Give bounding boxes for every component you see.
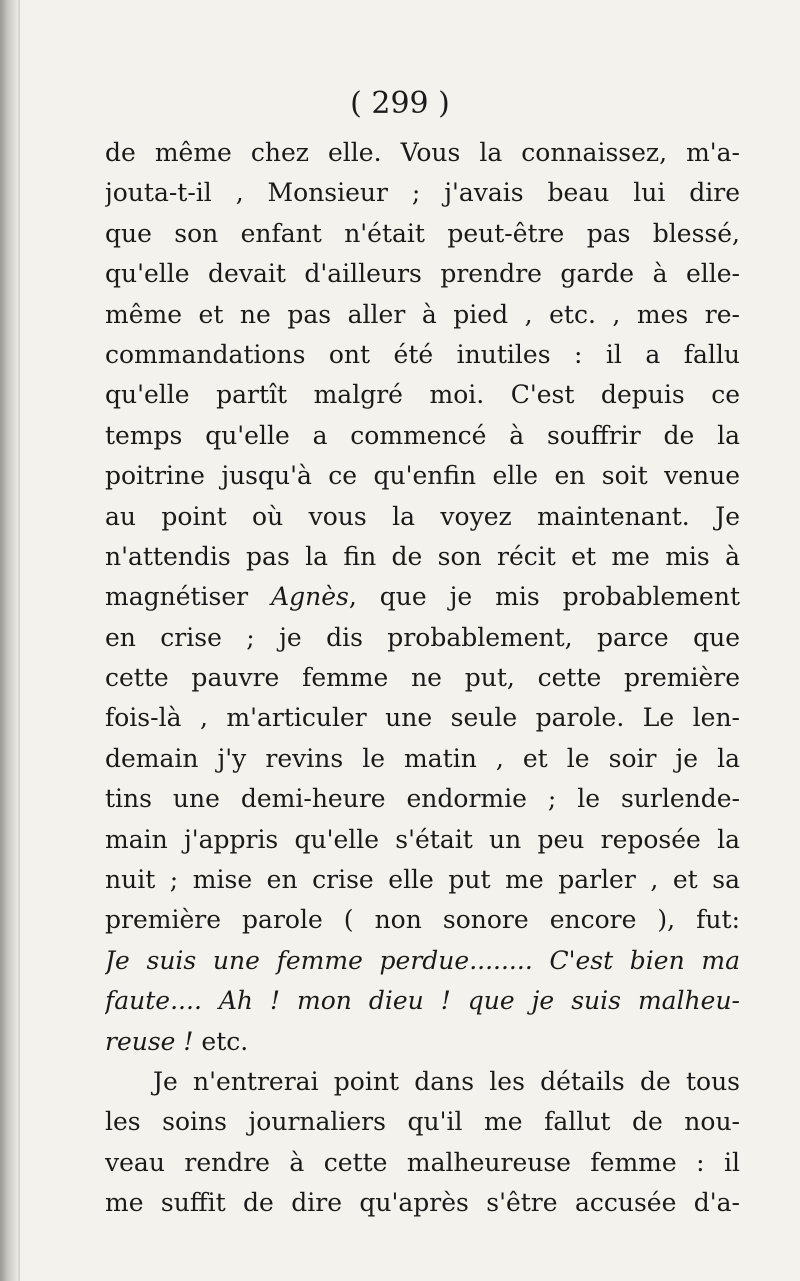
text-line: poitrine jusqu'à ce qu'enfin elle en soit venue xyxy=(105,461,740,491)
italic-quote-line: Je suis une femme perdue........ C'est bien ma xyxy=(105,945,740,975)
text-line: en crise ; je dis probablement, parce que xyxy=(105,622,740,652)
page-number: ( 299 ) xyxy=(350,86,450,121)
page-spine-shadow xyxy=(0,0,18,1281)
text-line: fois-là , m'articuler une seule parole. Le len- xyxy=(105,703,740,733)
text-line: les soins journaliers qu'il me fallut de nou- xyxy=(105,1107,740,1137)
text-line: commandations ont été inutiles : il a fallu xyxy=(105,339,740,369)
text-segment: magnétiser xyxy=(105,582,272,612)
text-line: qu'elle partît malgré moi. C'est depuis ce xyxy=(105,380,740,410)
paragraph-first-line: Je n'entrerai point dans les détails de tous xyxy=(153,1066,740,1096)
text-line: nuit ; mise en crise elle put me parler , et sa xyxy=(105,865,740,895)
text-line: au point où vous la voyez maintenant. Je xyxy=(105,501,740,531)
text-line: temps qu'elle a commencé à souffrir de la xyxy=(105,420,740,450)
text-line: me suffit de dire qu'après s'être accusée d'a- xyxy=(105,1188,740,1218)
text-line: n'attendis pas la fin de son récit et me mis à xyxy=(105,541,740,571)
italic-quote-line: faute.... Ah ! mon dieu ! que je suis malheu- xyxy=(105,986,740,1016)
text-line: même et ne pas aller à pied , etc. , mes re- xyxy=(105,299,740,329)
text-segment: etc. xyxy=(193,1026,249,1056)
text-line: tins une demi-heure endormie ; le surlende- xyxy=(105,784,740,814)
italic-name-agnes: Agnès xyxy=(271,582,349,612)
page-spine-edge xyxy=(18,0,20,1281)
text-line: jouta-t-il , Monsieur ; j'avais beau lui dire xyxy=(105,178,740,208)
text-line: première parole ( non sonore encore ), fut: xyxy=(105,905,740,935)
text-line-with-italic-name xyxy=(105,577,740,617)
text-line: cette pauvre femme ne put, cette première xyxy=(105,663,740,693)
text-line: de même chez elle. Vous la connaissez, m'a- xyxy=(105,138,740,167)
text-line: demain j'y revins le matin , et le soir je la xyxy=(105,743,740,773)
text-line: veau rendre à cette malheureuse femme : il xyxy=(105,1147,740,1177)
text-segment: , que je mis probablement xyxy=(348,582,740,612)
italic-quote-end: reuse ! xyxy=(105,1026,194,1056)
text-line: que son enfant n'était peut-être pas blessé, xyxy=(105,218,740,248)
text-line: main j'appris qu'elle s'était un peu reposée la xyxy=(105,824,740,854)
quote-end-line xyxy=(105,1022,740,1062)
text-line: qu'elle devait d'ailleurs prendre garde à elle- xyxy=(105,259,740,289)
body-text xyxy=(105,133,740,1224)
